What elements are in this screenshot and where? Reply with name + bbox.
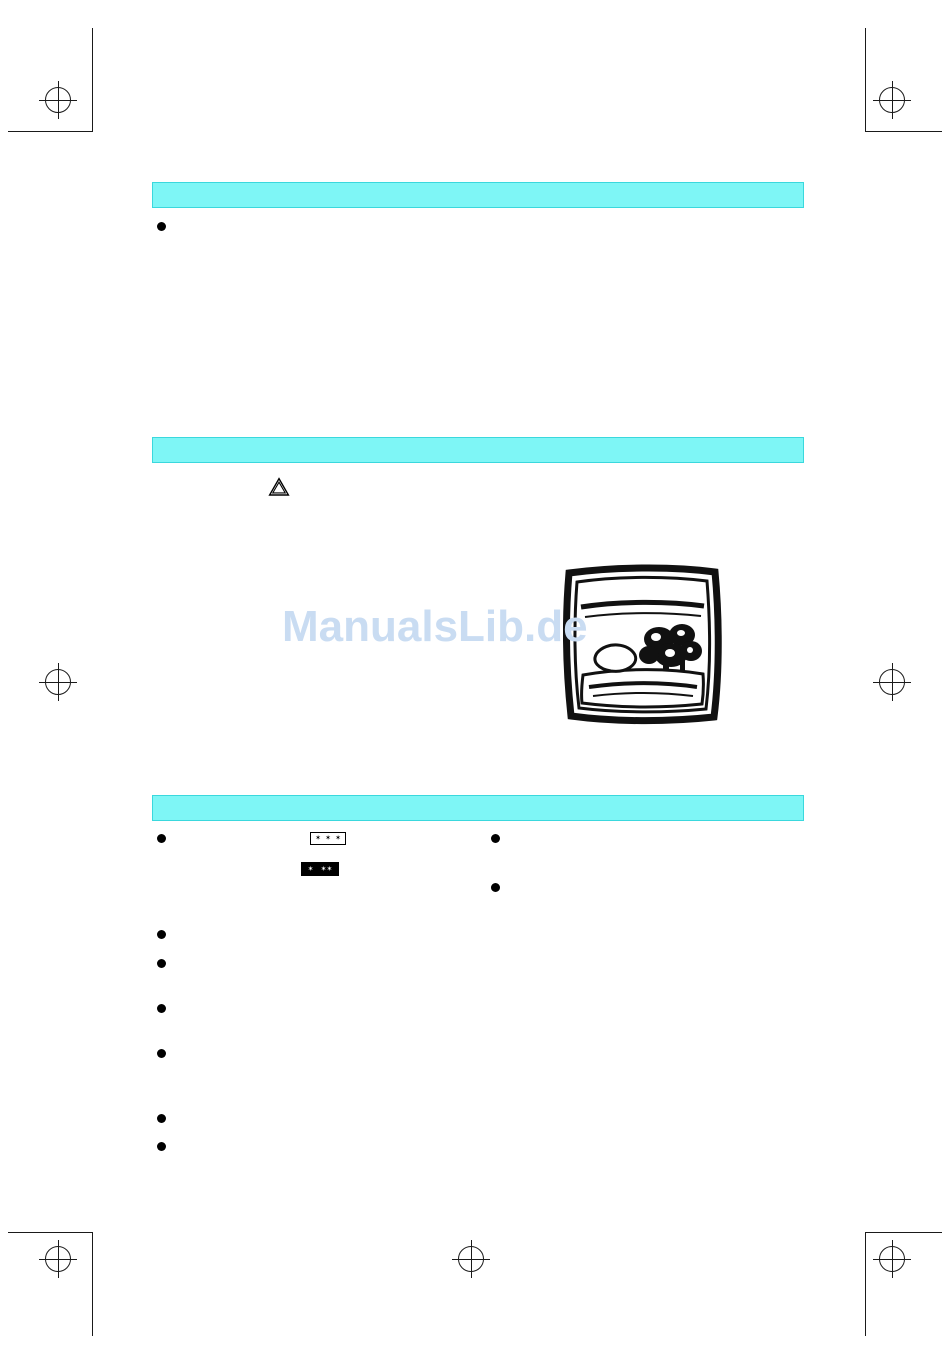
section-heading-bar-1	[152, 182, 804, 208]
crop-line-bottom-right-horizontal	[866, 1232, 942, 1233]
registration-mark-bottom-left	[45, 1246, 71, 1272]
bullet-point	[157, 1049, 166, 1058]
section-title-2	[153, 438, 803, 443]
watermark-text: ManualsLib.de	[282, 602, 588, 651]
section-title-3	[153, 796, 803, 801]
star-rating-cell-1: ✶	[315, 835, 321, 842]
star-rating-cell-2: ✶	[325, 835, 331, 842]
crop-line-bottom-left	[92, 1232, 93, 1336]
freezer-badge-cell-1: ✶	[307, 865, 314, 873]
bullet-point	[491, 834, 500, 843]
section-heading-bar-2	[152, 437, 804, 463]
bullet-point	[157, 1004, 166, 1013]
recycle-symbol-icon	[268, 477, 290, 497]
bullet-point	[157, 1142, 166, 1151]
crop-line-bottom-right	[865, 1232, 866, 1336]
crop-line-bottom-left-horizontal	[8, 1232, 92, 1233]
bullet-point	[157, 834, 166, 843]
star-rating-cell-3: ✶	[335, 835, 341, 842]
crop-line-top-right	[865, 28, 866, 132]
bullet-point	[491, 883, 500, 892]
crop-line-top-left-horizontal	[8, 131, 92, 132]
star-rating-badge	[310, 832, 346, 845]
section-title-1	[153, 183, 803, 188]
section-heading-bar-3	[152, 795, 804, 821]
freezer-compartment-badge	[301, 862, 339, 876]
bullet-point	[157, 1114, 166, 1123]
registration-mark-bottom-right	[879, 1246, 905, 1272]
crop-line-top-left	[92, 28, 93, 132]
bullet-point	[157, 930, 166, 939]
freezer-badge-cell-2: ✶✶	[320, 865, 333, 873]
bullet-point	[157, 959, 166, 968]
registration-mark-middle-right	[879, 669, 905, 695]
bullet-point	[157, 222, 166, 231]
registration-mark-top-left	[45, 87, 71, 113]
registration-mark-bottom-center	[458, 1246, 484, 1272]
registration-mark-middle-left	[45, 669, 71, 695]
registration-mark-top-right	[879, 87, 905, 113]
crop-line-top-right-horizontal	[866, 131, 942, 132]
